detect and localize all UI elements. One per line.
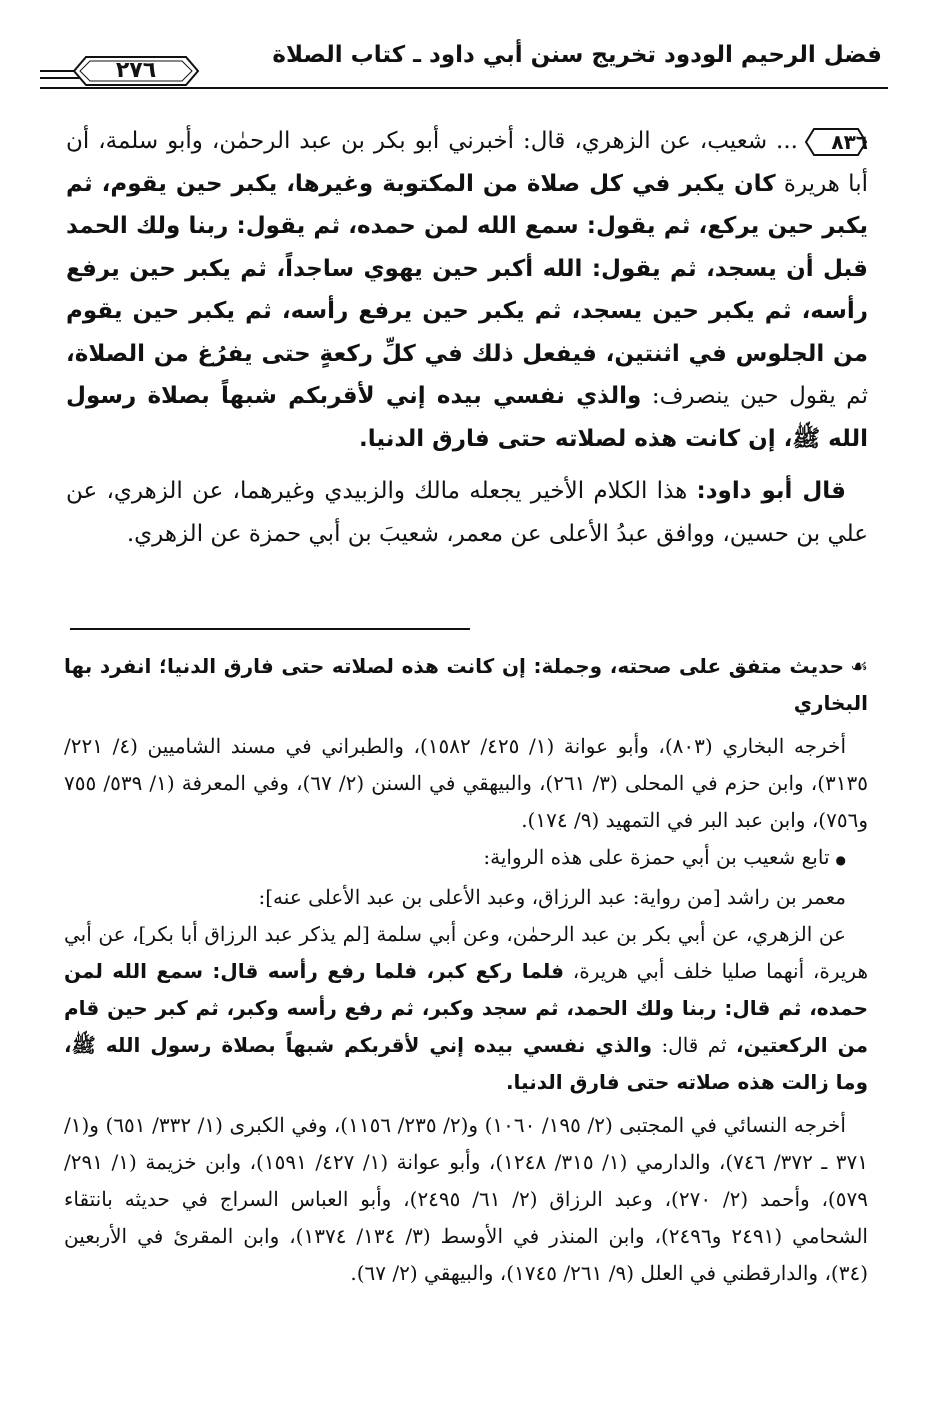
abu-dawud-comment <box>66 470 868 555</box>
ruling-icon: ☙ <box>850 654 868 678</box>
page-number-frame <box>72 55 200 87</box>
bullet-icon: ● <box>835 853 846 867</box>
isnad-text: ... شعيب، عن الزهري، قال: أخبرني أبو بكر بن عبد الرحمٰن، وأبو سلمة، أن أبا هريرة <box>66 128 868 197</box>
narrator-line: معمر بن راشد [من رواية: عبد الرزاق، وعبد الأعلى بن عبد الأعلى عنه]: <box>258 885 846 909</box>
follow-line <box>64 839 868 879</box>
ruling-line <box>64 648 868 722</box>
takhrij-paragraph-2: أخرجه النسائي في المجتبى (٢/ ١٩٥/ ١٠٦٠) و(٢/ ٢٣٥/ ١١٥٦)، وفي الكبرى (١/ ٣٣٢/ ٦٥١) و(١/ ٣٧١ ـ ٣٧٢/ ٧٤٦)، والدارمي (١/ ٣١٥/ ١٢٤٨)، وأبو عوانة (١/ ٤٢٧/ ١٥٩١)، وابن خزيمة (١/ ٢٩١/ ٥٧٩)، وأحمد (٢/ ٢٧٠)، وعبد الرزاق (٢/ ٦١/ ٢٤٩٥)، وأبو العباس السراج في حديثه بانتقاء الشحامي (٢٤٩١ و٢٤٩٦)، وابن المنذر في الأوسط (٣/ ١٣٤/ ١٣٧٤)، وابن المقرئ في الأربعين (٣٤)، والدارقطني في العلل (٩/ ٢٦١/ ١٧٤٥)، والبيهقي (٢/ ٦٧). <box>64 1113 869 1285</box>
matn-ending: والذي نفسي بيده إني لأقربكم شبهاً بصلاة رسول الله ﷺ، إن كانت هذه لصلاته حتى فارق الدنيا. <box>66 383 868 452</box>
footnote-separator <box>70 628 470 630</box>
hadith-text <box>66 120 868 555</box>
narration-paragraph <box>64 916 868 1101</box>
comment-text: هذا الكلام الأخير يجعله مالك والزبيدي وغيرهما، عن الزهري، عن علي بن حسين، ووافق عبدُ الأعلى عن معمر، شعيبَ بن أبي حمزة عن الزهري. <box>66 478 868 547</box>
hadith-number-badge <box>804 127 868 157</box>
narration-ending: والذي نفسي بيده إني لأقربكم شبهاً بصلاة رسول الله ﷺ، وما زالت هذه صلاته حتى فارق الدنيا. <box>64 1033 868 1094</box>
takhrij-paragraph: أخرجه البخاري (٨٠٣)، وأبو عوانة (١/ ٤٢٥/ ١٥٨٢)، والطبراني في مسند الشاميين (٤/ ٢٢١/ ٣١٣٥)، وابن حزم في المحلى (٣/ ٢٦١)، والبيهقي في السنن (٢/ ٦٧)، وفي المعرفة (١/ ٥٣٩/ ٧٥٥ و٧٥٦)، وابن عبد البر في التمهيد (٩/ ١٧٤). <box>64 734 868 832</box>
narration-plain: ثم قال: <box>652 1033 736 1057</box>
narration-isnad: عن الزهري، عن أبي بكر بن عبد الرحمٰن، وعن أبي سلمة [لم يذكر عبد الرزاق أبا بكر]، عن أبي هريرة، أنهما صليا خلف أبي هريرة، <box>64 922 869 983</box>
follow-text: تابع شعيب بن أبي حمزة على هذه الرواية: <box>483 845 830 869</box>
comment-label: قال أبو داود: <box>696 478 846 504</box>
takhrij-notes <box>64 648 868 1292</box>
ruling-text: حديث متفق على صحته، وجملة: إن كانت هذه لصلاته حتى فارق الدنيا؛ انفرد بها البخاري <box>64 654 868 715</box>
header-rule-underline <box>40 87 888 89</box>
page-number: ٢٧٦ <box>115 58 157 83</box>
matn-text: كان يكبر في كل صلاة من المكتوبة وغيرها، يكبر حين يقوم، ثم يكبر حين يركع، ثم يقول: سمع الله لمن حمده، ثم يقول: ربنا ولك الحمد قبل أن يسجد، ثم يقول: الله أكبر حين يهوي ساجداً، ثم يكبر حين يرفع رأسه، ثم يكبر حين يسجد، ثم يكبر حين يرفع رأسه، ثم يكبر حين يقوم من الجلوس في اثنتين، فيفعل ذلك في كلِّ ركعةٍ حتى يفرُغ من الصلاة، <box>66 170 868 367</box>
running-title: فضل الرحيم الودود تخريج سنن أبي داود ـ كتاب الصلاة <box>272 42 882 68</box>
hadith-number: ٨٣٦ <box>831 130 868 154</box>
hadith-paragraph <box>66 120 868 460</box>
matn-plain: ثم يقول حين ينصرف: <box>641 383 868 409</box>
narration-matn: فلما ركع كبر، فلما رفع رأسه قال: سمع الله لمن حمده، ثم قال: ربنا ولك الحمد، ثم سجد وكبر، ثم رفع رأسه وكبر، ثم كبر حين قام من الركعتين، <box>64 959 869 1057</box>
